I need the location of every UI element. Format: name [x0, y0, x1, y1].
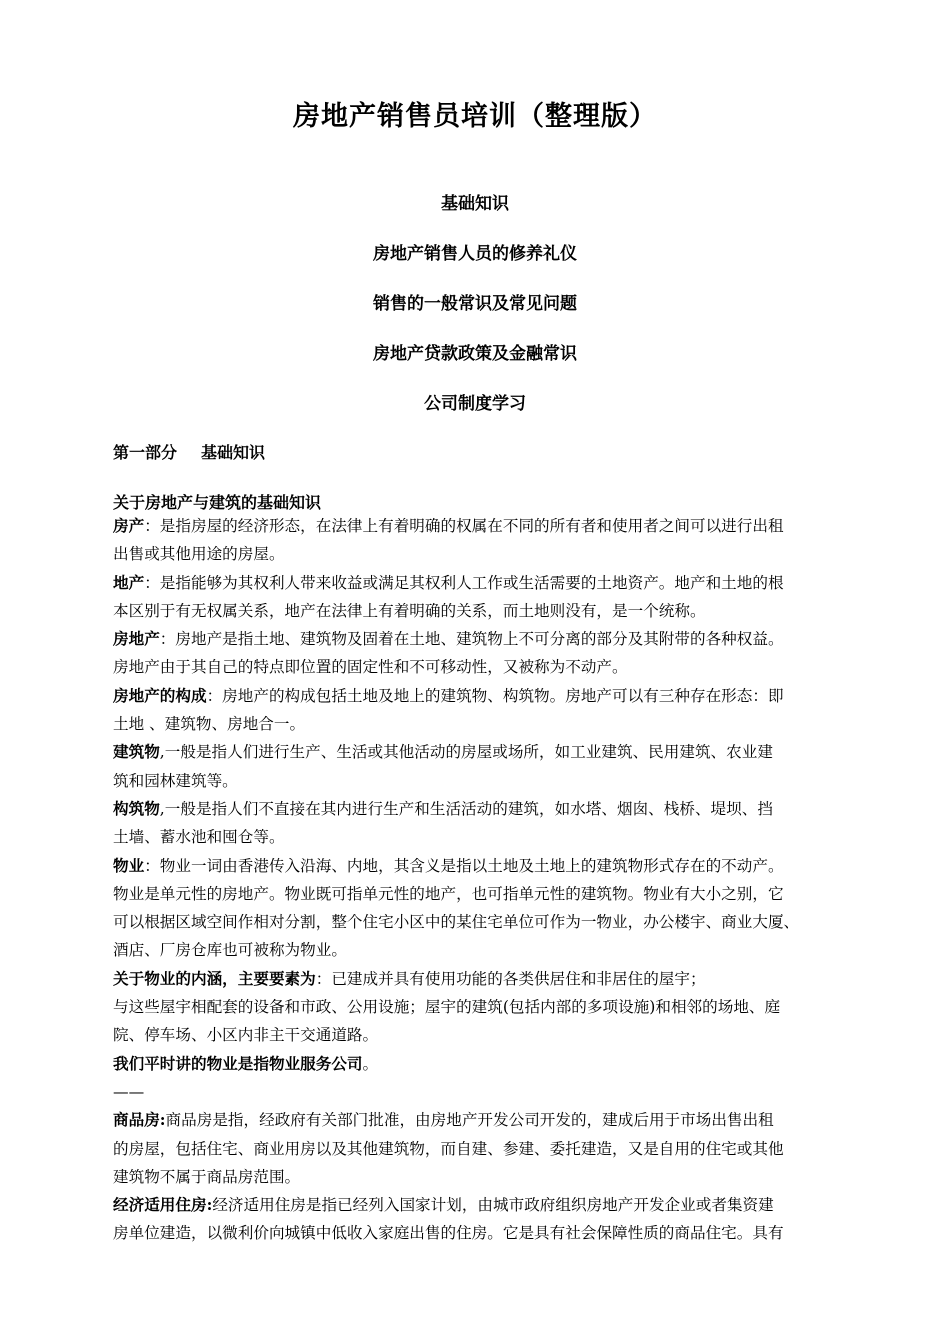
term: 物业 [113, 855, 145, 875]
toc-item-basics: 基础知识 [441, 194, 509, 214]
paragraph-line: 构筑物,一般是指人们不直接在其内进行生产和生活活动的建筑，如水塔、烟囱、栈桥、堤坝、挡 [113, 798, 773, 818]
part-heading [113, 440, 265, 463]
term: 房产 [113, 516, 145, 535]
part-title: 基础知识 [201, 443, 266, 462]
paragraph-line: 关于物业的内涵，主要要素为：已建成并具有使用功能的各类供居住和非居住的屋宇； [113, 968, 706, 988]
toc-item-loan-policy: 房地产贷款政策及金融常识 [373, 344, 577, 364]
paragraph-line: 经济适用住房:经济适用住房是指已经列入国家计划，由城市政府组织房地产开发企业或者集资建 [113, 1195, 774, 1215]
paragraph-line: 本区别于有无权属关系，地产在法律上有着明确的关系，而土地则没有，是一个统称。 [113, 601, 706, 620]
paragraph-line: 出售或其他用途的房屋。 [113, 545, 285, 564]
paragraph-line: 物业：物业一词由香港传入沿海、内地，其含义是指以土地及土地上的建筑物形式存在的不动产。 [113, 855, 784, 875]
paragraph-line: 土墙、蓄水池和囤仓等。 [113, 828, 285, 847]
term: 经济适用住房: [113, 1195, 213, 1215]
paragraph-line: 房单位建造，以微利价向城镇中低收入家庭出售的住房。它是具有社会保障性质的商品住宅。具有 [113, 1224, 784, 1243]
paragraph-line: 房地产：房地产是指土地、建筑物及固着在土地、建筑物上不可分离的部分及其附带的各种权益。 [113, 629, 784, 649]
paragraph-line: 房产：是指房屋的经济形态，在法律上有着明确的权属在不同的所有者和使用者之间可以进行出租 [113, 516, 784, 535]
paragraph-line: 建筑物不属于商品房范围。 [113, 1167, 301, 1186]
body-text [113, 512, 853, 1248]
term: 建筑物 [113, 742, 160, 762]
paragraph-line: 可以根据区域空间作相对分割，整个住宅小区中的某住宅单位可作为一物业，办公楼宇、商业大厦、 [113, 913, 800, 932]
paragraph-line: 的房屋，包括住宅、商业用房以及其他建筑物，而自建、参建、委托建造，又是自用的住宅或其他 [113, 1139, 784, 1158]
separator-line: —— [113, 1082, 145, 1101]
paragraph-line: 房地产的构成：房地产的构成包括土地及地上的建筑物、构筑物。房地产可以有三种存在形态：即 [113, 685, 784, 705]
paragraph-line: 酒店、厂房仓库也可被称为物业。 [113, 941, 347, 960]
paragraph-line: 筑和园林建筑等。 [113, 771, 238, 790]
paragraph-line: 地产：是指能够为其权利人带来收益或满足其权利人工作或生活需要的土地资产。地产和土地的根 [113, 572, 784, 592]
part-label: 第一部分 [113, 443, 178, 462]
term: 房地产 [113, 629, 160, 649]
term: 房地产的构成 [113, 685, 207, 705]
toc-item-etiquette: 房地产销售人员的修养礼仪 [373, 244, 577, 264]
paragraph-line: 物业是单元性的房地产。物业既可指单元性的地产，也可指单元性的建筑物。物业有大小之别，它 [113, 884, 784, 903]
paragraph-line: 院、停车场、小区内非主干交通道路。 [113, 1026, 379, 1045]
document-title: 房地产销售员培训（整理版） [293, 101, 657, 132]
term: 商品房: [113, 1110, 166, 1130]
paragraph-line: 与这些屋宇相配套的设备和市政、公用设施；屋宇的建筑(包括内部的多项设施)和相邻的场地、庭 [113, 998, 781, 1017]
term: 关于物业的内涵，主要要素为 [113, 968, 316, 988]
toc-item-sales-common-sense: 销售的一般常识及常见问题 [373, 294, 577, 314]
term: 我们平时讲的物业是指物业服务公司 [113, 1053, 363, 1073]
section-heading: 关于房地产与建筑的基础知识 [113, 493, 322, 512]
paragraph-line: 建筑物,一般是指人们进行生产、生活或其他活动的房屋或场所，如工业建筑、民用建筑、农业建 [113, 742, 773, 762]
paragraph-line: 商品房:商品房是指，经政府有关部门批准，由房地产开发公司开发的，建成后用于市场出售出租 [113, 1110, 774, 1130]
term: 构筑物 [113, 798, 160, 818]
toc-item-company-rules: 公司制度学习 [424, 394, 526, 414]
paragraph-line: 我们平时讲的物业是指物业服务公司。 [113, 1053, 379, 1073]
paragraph-line: 土地 、建筑物、房地合一。 [113, 715, 306, 734]
term: 地产 [113, 572, 145, 592]
paragraph-line: 房地产由于其自己的特点即位置的固定性和不可移动性，又被称为不动产。 [113, 658, 628, 677]
